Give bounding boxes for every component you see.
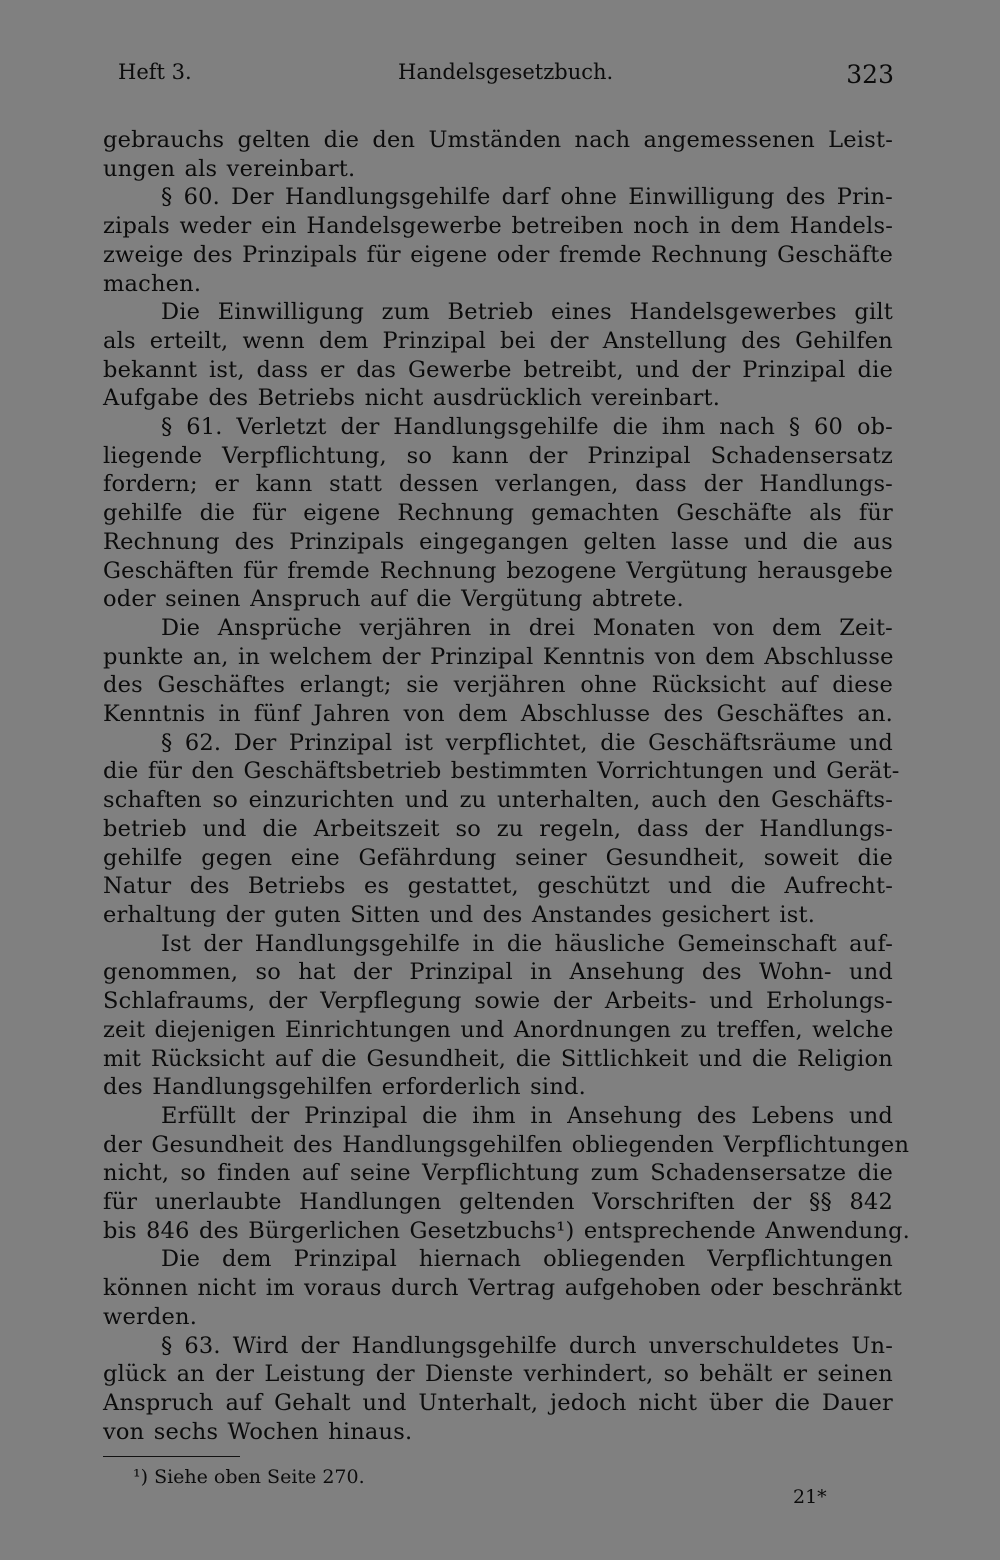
text-line: gehilfe gegen eine Gefährdung seiner Gesundheit, soweit die xyxy=(103,844,893,871)
text-line: Kenntnis in fünf Jahren von dem Abschlusse des Geschäftes an. xyxy=(103,701,893,728)
text-line: werden. xyxy=(103,1303,198,1330)
text-line: bis 846 des Bürgerlichen Gesetzbuchs¹) entsprechende Anwendung. xyxy=(103,1217,911,1244)
text-line: genommen, so hat der Prinzipal in Ansehung des Wohn- und xyxy=(103,959,893,986)
text-line: Erfüllt der Prinzipal die ihm in Ansehung des Lebens und xyxy=(161,1102,893,1129)
footnote-marker: ¹) xyxy=(133,1466,149,1488)
text-line: Aufgabe des Betriebs nicht ausdrücklich vereinbart. xyxy=(103,385,721,412)
text-line: die für den Geschäftsbetrieb bestimmten Vorrichtungen und Gerät- xyxy=(103,758,900,785)
page-number: 323 xyxy=(846,60,894,89)
text-line: zipals weder ein Handelsgewerbe betreiben noch in dem Handels- xyxy=(103,213,893,240)
text-line: Rechnung des Prinzipals eingegangen gelten lasse und die aus xyxy=(103,528,893,555)
text-line: zweige des Prinzipals für eigene oder fremde Rechnung Geschäfte xyxy=(103,241,893,268)
text-line: des Handlungsgehilfen erforderlich sind. xyxy=(103,1074,586,1101)
text-line: Die Ansprüche verjähren in drei Monaten von dem Zeit- xyxy=(161,614,893,641)
text-line: erhaltung der guten Sitten und des Anstandes gesichert ist. xyxy=(103,901,816,928)
header-issue: Heft 3. xyxy=(118,60,192,84)
text-line: glück an der Leistung der Dienste verhindert, so behält er seinen xyxy=(103,1361,893,1388)
text-line: nicht, so finden auf seine Verpflichtung zum Schadensersatze die xyxy=(103,1160,893,1187)
text-line: Schlafraums, der Verpflegung sowie der Arbeits- und Erholungs- xyxy=(103,988,893,1015)
text-line: Anspruch auf Gehalt und Unterhalt, jedoch nicht über die Dauer xyxy=(103,1389,893,1416)
footnote xyxy=(133,1466,365,1488)
footnote-rule xyxy=(103,1456,240,1457)
text-line: von sechs Wochen hinaus. xyxy=(103,1418,413,1445)
text-line: Natur des Betriebs es gestattet, geschützt und die Aufrecht- xyxy=(103,873,893,900)
text-line: können nicht im voraus durch Vertrag aufgehoben oder beschränkt xyxy=(103,1275,903,1302)
text-line: gehilfe die für eigene Rechnung gemachten Geschäfte als für xyxy=(103,500,893,527)
text-line: punkte an, in welchem der Prinzipal Kenntnis von dem Abschlusse xyxy=(103,643,894,670)
text-line: Geschäften für fremde Rechnung bezogene Vergütung herausgebe xyxy=(103,557,893,584)
text-line: machen. xyxy=(103,270,202,297)
text-line: Ist der Handlungsgehilfe in die häusliche Gemeinschaft auf- xyxy=(161,930,893,957)
text-line: § 61. Verletzt der Handlungsgehilfe die ihm nach § 60 ob- xyxy=(161,414,893,441)
text-line: oder seinen Anspruch auf die Vergütung abtrete. xyxy=(103,586,684,613)
text-line: der Gesundheit des Handlungsgehilfen obliegenden Verpflichtungen xyxy=(103,1131,910,1158)
text-line: gebrauchs gelten die den Umständen nach angemessenen Leist- xyxy=(103,127,893,153)
text-line: § 63. Wird der Handlungsgehilfe durch unverschuldetes Un- xyxy=(161,1332,893,1359)
footnote-text: Siehe oben Seite 270. xyxy=(154,1466,365,1488)
text-line: § 60. Der Handlungsgehilfe darf ohne Einwilligung des Prin- xyxy=(161,184,893,211)
text-line: als erteilt, wenn dem Prinzipal bei der Anstellung des Gehilfen xyxy=(103,327,893,354)
text-line: zeit diejenigen Einrichtungen und Anordnungen zu treffen, welche xyxy=(103,1016,894,1043)
text-line: schaften so einzurichten und zu unterhalten, auch den Geschäfts- xyxy=(103,787,893,814)
text-line: Die Einwilligung zum Betrieb eines Handelsgewerbes gilt xyxy=(161,299,893,326)
text-line: mit Rücksicht auf die Gesundheit, die Sittlichkeit und die Religion xyxy=(103,1045,893,1072)
running-header xyxy=(118,60,894,94)
body-text xyxy=(103,126,911,1446)
text-line: bekannt ist, dass er das Gewerbe betreibt, und der Prinzipal die xyxy=(103,356,893,383)
text-line: fordern; er kann statt dessen verlangen, dass der Handlungs- xyxy=(103,471,893,498)
text-line: für unerlaubte Handlungen geltenden Vorschriften der §§ 842 xyxy=(103,1189,893,1216)
text-line: des Geschäftes erlangt; sie verjähren ohne Rücksicht auf diese xyxy=(103,672,893,699)
text-line: ungen als vereinbart. xyxy=(103,155,356,182)
signature-mark: 21* xyxy=(793,1486,827,1508)
text-line: betrieb und die Arbeitszeit so zu regeln, dass der Handlungs- xyxy=(103,815,893,842)
text-line: § 62. Der Prinzipal ist verpflichtet, die Geschäftsräume und xyxy=(161,729,893,756)
header-title: Handelsgesetzbuch. xyxy=(398,60,614,84)
text-line: liegende Verpflichtung, so kann der Prinzipal Schadensersatz xyxy=(103,442,893,469)
text-line: Die dem Prinzipal hiernach obliegenden Verpflichtungen xyxy=(161,1246,893,1273)
